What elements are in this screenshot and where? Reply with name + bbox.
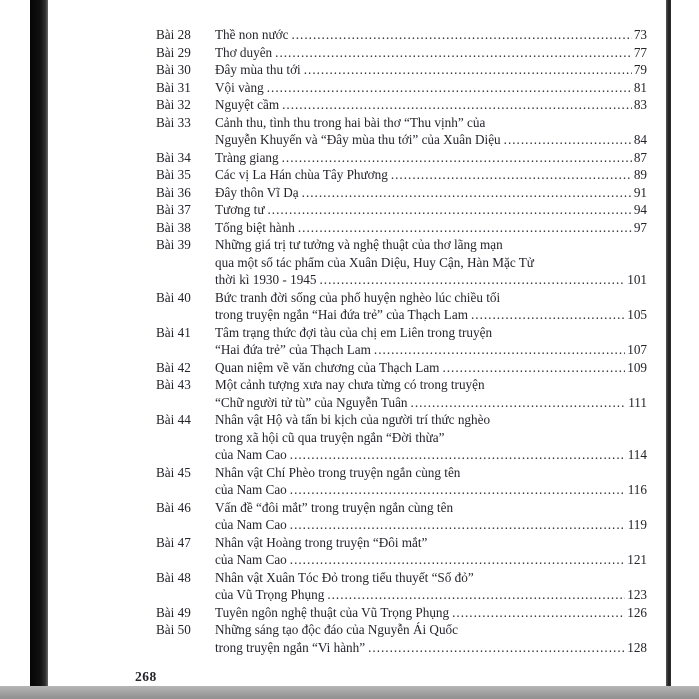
- page-edge-shadow: [666, 0, 671, 686]
- toc-entry-line: [215, 481, 647, 499]
- toc-entry: [156, 604, 647, 622]
- dot-leader: [290, 551, 625, 569]
- toc-entry-title: của Vũ Trọng Phụng: [215, 587, 325, 602]
- toc-entry: [156, 61, 647, 79]
- toc-entry-title: Tâm trạng thức đợi tàu của chị em Liên trong truyện: [215, 324, 493, 340]
- toc-entry-page: 79: [633, 62, 647, 77]
- dot-leader: [298, 219, 632, 237]
- toc-entry-title: Vội vàng: [215, 79, 264, 95]
- toc-entry-label: Bài 31: [156, 79, 191, 95]
- dot-leader: [267, 79, 632, 97]
- toc-entry-title: của Nam Cao: [215, 517, 287, 532]
- toc-entry-page: 116: [627, 482, 647, 497]
- toc-entry-line: [215, 446, 647, 464]
- toc-entry-title: thời kì 1930 - 1945: [215, 272, 317, 287]
- toc-entry-page: 84: [633, 132, 647, 147]
- toc-entry-line: [215, 254, 647, 272]
- toc-entry-title: của Nam Cao: [215, 552, 287, 567]
- toc-entry: [156, 79, 647, 97]
- toc-entry-label: Bài 37: [156, 202, 191, 217]
- toc-entry-body: [215, 44, 647, 62]
- toc-entry-title: Đây mùa thu tới: [215, 62, 301, 77]
- toc-entry-line: [215, 429, 647, 447]
- toc-entry: [156, 621, 647, 656]
- toc-entry-title: Nguyệt cầm: [215, 97, 280, 112]
- toc-entry-body: [215, 236, 647, 289]
- toc-entry-title: trong truyện ngắn “Hai đứa trẻ” của Thạch Lam: [215, 307, 468, 322]
- toc-entry-page: 128: [627, 639, 647, 655]
- toc-entry-title: Cảnh thu, tình thu trong hai bài thơ “Thu vịnh” của: [215, 114, 486, 130]
- toc-entry-body: [215, 604, 647, 622]
- toc-entry-page: 109: [627, 359, 647, 375]
- toc-entry-label: Bài 35: [156, 167, 191, 182]
- toc-entry-line: [215, 26, 647, 44]
- dot-leader: [302, 184, 632, 202]
- toc-entry-line: [215, 376, 647, 394]
- toc-entry: [156, 236, 647, 289]
- book-spine-shadow: [30, 0, 48, 686]
- toc-entry-body: [215, 79, 647, 97]
- toc-entry-body: [215, 324, 647, 359]
- toc-entry-page: 97: [633, 219, 647, 235]
- toc-entry: [156, 359, 647, 377]
- toc-entry-body: [215, 376, 647, 411]
- toc-entry-label: Bài 32: [156, 97, 191, 112]
- dot-leader: [327, 586, 625, 604]
- toc-entry-label: Bài 42: [156, 359, 191, 375]
- toc-entry-line: [215, 499, 647, 517]
- toc-entry-line: [215, 289, 647, 307]
- toc-entry: [156, 114, 647, 149]
- toc-entry-page: 123: [627, 587, 647, 602]
- toc-entry-line: [215, 96, 647, 114]
- toc-entry-label: Bài 48: [156, 569, 191, 585]
- toc-entry-title: Tuyên ngôn nghệ thuật của Vũ Trọng Phụng: [215, 604, 450, 620]
- toc-entry-label: Bài 34: [156, 149, 191, 165]
- toc-entry: [156, 534, 647, 569]
- toc-entry: [156, 324, 647, 359]
- toc-entry-body: [215, 26, 647, 44]
- toc-entry-line: [215, 79, 647, 97]
- toc-entry-body: [215, 149, 647, 167]
- toc-entry: [156, 499, 647, 534]
- toc-entry-body: [215, 184, 647, 202]
- page-number: 268: [135, 669, 157, 684]
- dot-leader: [304, 61, 632, 79]
- dot-leader: [391, 166, 632, 184]
- toc-entry: [156, 96, 647, 114]
- toc-entry-body: [215, 219, 647, 237]
- toc-entry-title: Nguyễn Khuyến và “Đây mùa thu tới” của Xuân Diệu: [215, 132, 501, 147]
- toc-entry-page: 107: [627, 342, 647, 357]
- toc-entry-line: [215, 166, 647, 184]
- toc-entry-title: “Chữ người tử tù” của Nguyễn Tuân: [215, 394, 408, 410]
- toc-entry-line: [215, 621, 647, 639]
- dot-leader: [452, 604, 625, 622]
- toc-entry-line: [215, 324, 647, 342]
- dot-leader: [290, 516, 626, 534]
- dot-leader: [504, 131, 632, 149]
- dot-leader: [291, 26, 631, 44]
- toc-entry: [156, 219, 647, 237]
- toc-entry-line: [215, 114, 647, 132]
- scan-bottom-edge: [0, 686, 699, 699]
- toc-entry-body: [215, 411, 647, 464]
- toc-entry: [156, 44, 647, 62]
- toc-entry-line: [215, 61, 647, 79]
- toc-entry-title: Tràng giang: [215, 149, 279, 165]
- toc-entry-title: Nhân vật Chí Phèo trong truyện ngắn cùng tên: [215, 464, 461, 480]
- toc-entry-line: [215, 551, 647, 569]
- dot-leader: [442, 359, 625, 377]
- toc-entry-line: [215, 394, 647, 412]
- toc-entry-page: 77: [633, 44, 647, 60]
- toc-entry-label: Bài 44: [156, 412, 191, 427]
- toc-entry-body: [215, 499, 647, 534]
- toc-entry-title: Tống biệt hành: [215, 219, 295, 235]
- toc-entry-title: trong truyện ngắn “Vi hành”: [215, 639, 366, 655]
- toc-entry-label: Bài 50: [156, 622, 191, 637]
- toc-entry-line: [215, 184, 647, 202]
- toc-entry-title: Thơ duyên: [215, 44, 273, 60]
- toc-entry-page: 94: [633, 202, 647, 217]
- toc-entry-label: Bài 38: [156, 219, 191, 235]
- toc-entry-line: [215, 236, 647, 254]
- toc-entry-line: [215, 639, 647, 657]
- toc-entry-body: [215, 464, 647, 499]
- toc-entry: [156, 201, 647, 219]
- toc-entry-page: 91: [633, 184, 647, 200]
- toc-entry-line: [215, 534, 647, 552]
- toc-entry-title: của Nam Cao: [215, 482, 287, 497]
- toc-entry-body: [215, 289, 647, 324]
- dot-leader: [368, 639, 625, 657]
- toc-entry-body: [215, 201, 647, 219]
- toc-entry-body: [215, 569, 647, 604]
- toc-entry: [156, 376, 647, 411]
- toc-entry: [156, 26, 647, 44]
- toc-entry-label: Bài 45: [156, 464, 191, 480]
- toc-entry-line: [215, 569, 647, 587]
- toc-entry-page: 105: [627, 307, 647, 322]
- toc-entry-line: [215, 411, 647, 429]
- toc-entry-title: Vấn đề “đôi mắt” trong truyện ngắn cùng tên: [215, 499, 454, 515]
- toc-entry-title: Nhân vật Hộ và tấn bi kịch của người trí thức nghèo: [215, 412, 491, 427]
- toc-entry-title: của Nam Cao: [215, 447, 287, 462]
- toc-entry-line: [215, 306, 647, 324]
- toc-entry-body: [215, 359, 647, 377]
- toc-entry-title: Những giá trị tư tưởng và nghệ thuật của thơ lãng mạn: [215, 237, 503, 252]
- toc-entry-body: [215, 166, 647, 184]
- dot-leader: [290, 446, 626, 464]
- toc-entry-title: Những sáng tạo độc đáo của Nguyễn Ái Quốc: [215, 622, 458, 637]
- dot-leader: [275, 44, 632, 62]
- toc-entry-page: 126: [627, 604, 647, 620]
- toc-entry-line: [215, 341, 647, 359]
- toc-entry-title: Nhân vật Xuân Tóc Đỏ trong tiểu thuyết “Số đỏ”: [215, 569, 474, 585]
- toc-entry-title: qua một số tác phẩm của Xuân Diệu, Huy Cận, Hàn Mặc Tử: [215, 254, 534, 270]
- toc-entry-page: 81: [633, 79, 647, 95]
- toc-entry-page: 119: [627, 517, 647, 532]
- toc-entry: [156, 149, 647, 167]
- toc-entry-line: [215, 464, 647, 482]
- toc-entry-title: Quan niệm về văn chương của Thạch Lam: [215, 359, 440, 375]
- toc-list: [156, 26, 647, 656]
- toc-entry-body: [215, 534, 647, 569]
- toc-entry-line: [215, 44, 647, 62]
- toc-entry-line: [215, 586, 647, 604]
- toc-entry-label: Bài 41: [156, 324, 191, 340]
- toc-entry-page: 101: [627, 272, 647, 287]
- toc-entry: [156, 184, 647, 202]
- toc-entry-line: [215, 359, 647, 377]
- dot-leader: [411, 394, 627, 412]
- toc-entry-line: [215, 271, 647, 289]
- toc-entry-label: Bài 29: [156, 44, 191, 60]
- toc-entry: [156, 464, 647, 499]
- toc-entry-page: 121: [627, 552, 647, 567]
- toc-entry-line: [215, 219, 647, 237]
- toc-entry-label: Bài 43: [156, 377, 191, 392]
- toc-entry-label: Bài 49: [156, 604, 191, 620]
- toc-entry-page: 87: [633, 149, 647, 165]
- dot-leader: [282, 149, 632, 167]
- toc-entry-title: trong xã hội cũ qua truyện ngắn “Đời thừa”: [215, 429, 445, 445]
- toc-entry-title: Đây thôn Vĩ Dạ: [215, 184, 299, 200]
- toc-entry-label: Bài 39: [156, 237, 191, 252]
- dot-leader: [267, 201, 631, 219]
- toc-entry-body: [215, 114, 647, 149]
- toc-entry-label: Bài 30: [156, 62, 191, 77]
- toc-entry-title: Tương tư: [215, 202, 265, 217]
- toc-entry: [156, 411, 647, 464]
- toc-entry-page: 73: [633, 27, 647, 42]
- dot-leader: [471, 306, 625, 324]
- toc-entry-label: Bài 47: [156, 534, 191, 550]
- dot-leader: [282, 96, 632, 114]
- dot-leader: [319, 271, 625, 289]
- toc-entry-page: 89: [633, 167, 647, 182]
- toc-entry-title: Nhân vật Hoàng trong truyện “Đôi mắt”: [215, 534, 428, 550]
- toc-entry-title: Một cảnh tượng xưa nay chưa từng có trong truyện: [215, 377, 485, 392]
- toc-entry: [156, 569, 647, 604]
- dot-leader: [290, 481, 626, 499]
- toc-entry-page: 114: [627, 447, 647, 462]
- toc-entry-page: 83: [633, 97, 647, 112]
- toc-entry-line: [215, 131, 647, 149]
- toc-entry-title: “Hai đứa trẻ” của Thạch Lam: [215, 342, 371, 357]
- toc-entry-line: [215, 201, 647, 219]
- toc-entry-label: Bài 33: [156, 114, 191, 130]
- toc-entry-title: Thề non nước: [215, 27, 289, 42]
- toc-entry-line: [215, 604, 647, 622]
- toc-entry-body: [215, 96, 647, 114]
- toc-entry-label: Bài 36: [156, 184, 191, 200]
- dot-leader: [374, 341, 625, 359]
- toc-entry-body: [215, 61, 647, 79]
- toc-entry-line: [215, 149, 647, 167]
- toc-entry: [156, 166, 647, 184]
- toc-entry-title: Bức tranh đời sống của phố huyện nghèo lúc chiều tối: [215, 289, 501, 305]
- toc-entry-label: Bài 28: [156, 27, 191, 42]
- toc-entry-label: Bài 40: [156, 289, 191, 305]
- toc-entry-page: 111: [628, 394, 647, 410]
- toc-entry: [156, 289, 647, 324]
- toc-entry-body: [215, 621, 647, 656]
- toc-entry-title: Các vị La Hán chùa Tây Phương: [215, 167, 388, 182]
- toc-entry-line: [215, 516, 647, 534]
- toc-entry-label: Bài 46: [156, 499, 191, 515]
